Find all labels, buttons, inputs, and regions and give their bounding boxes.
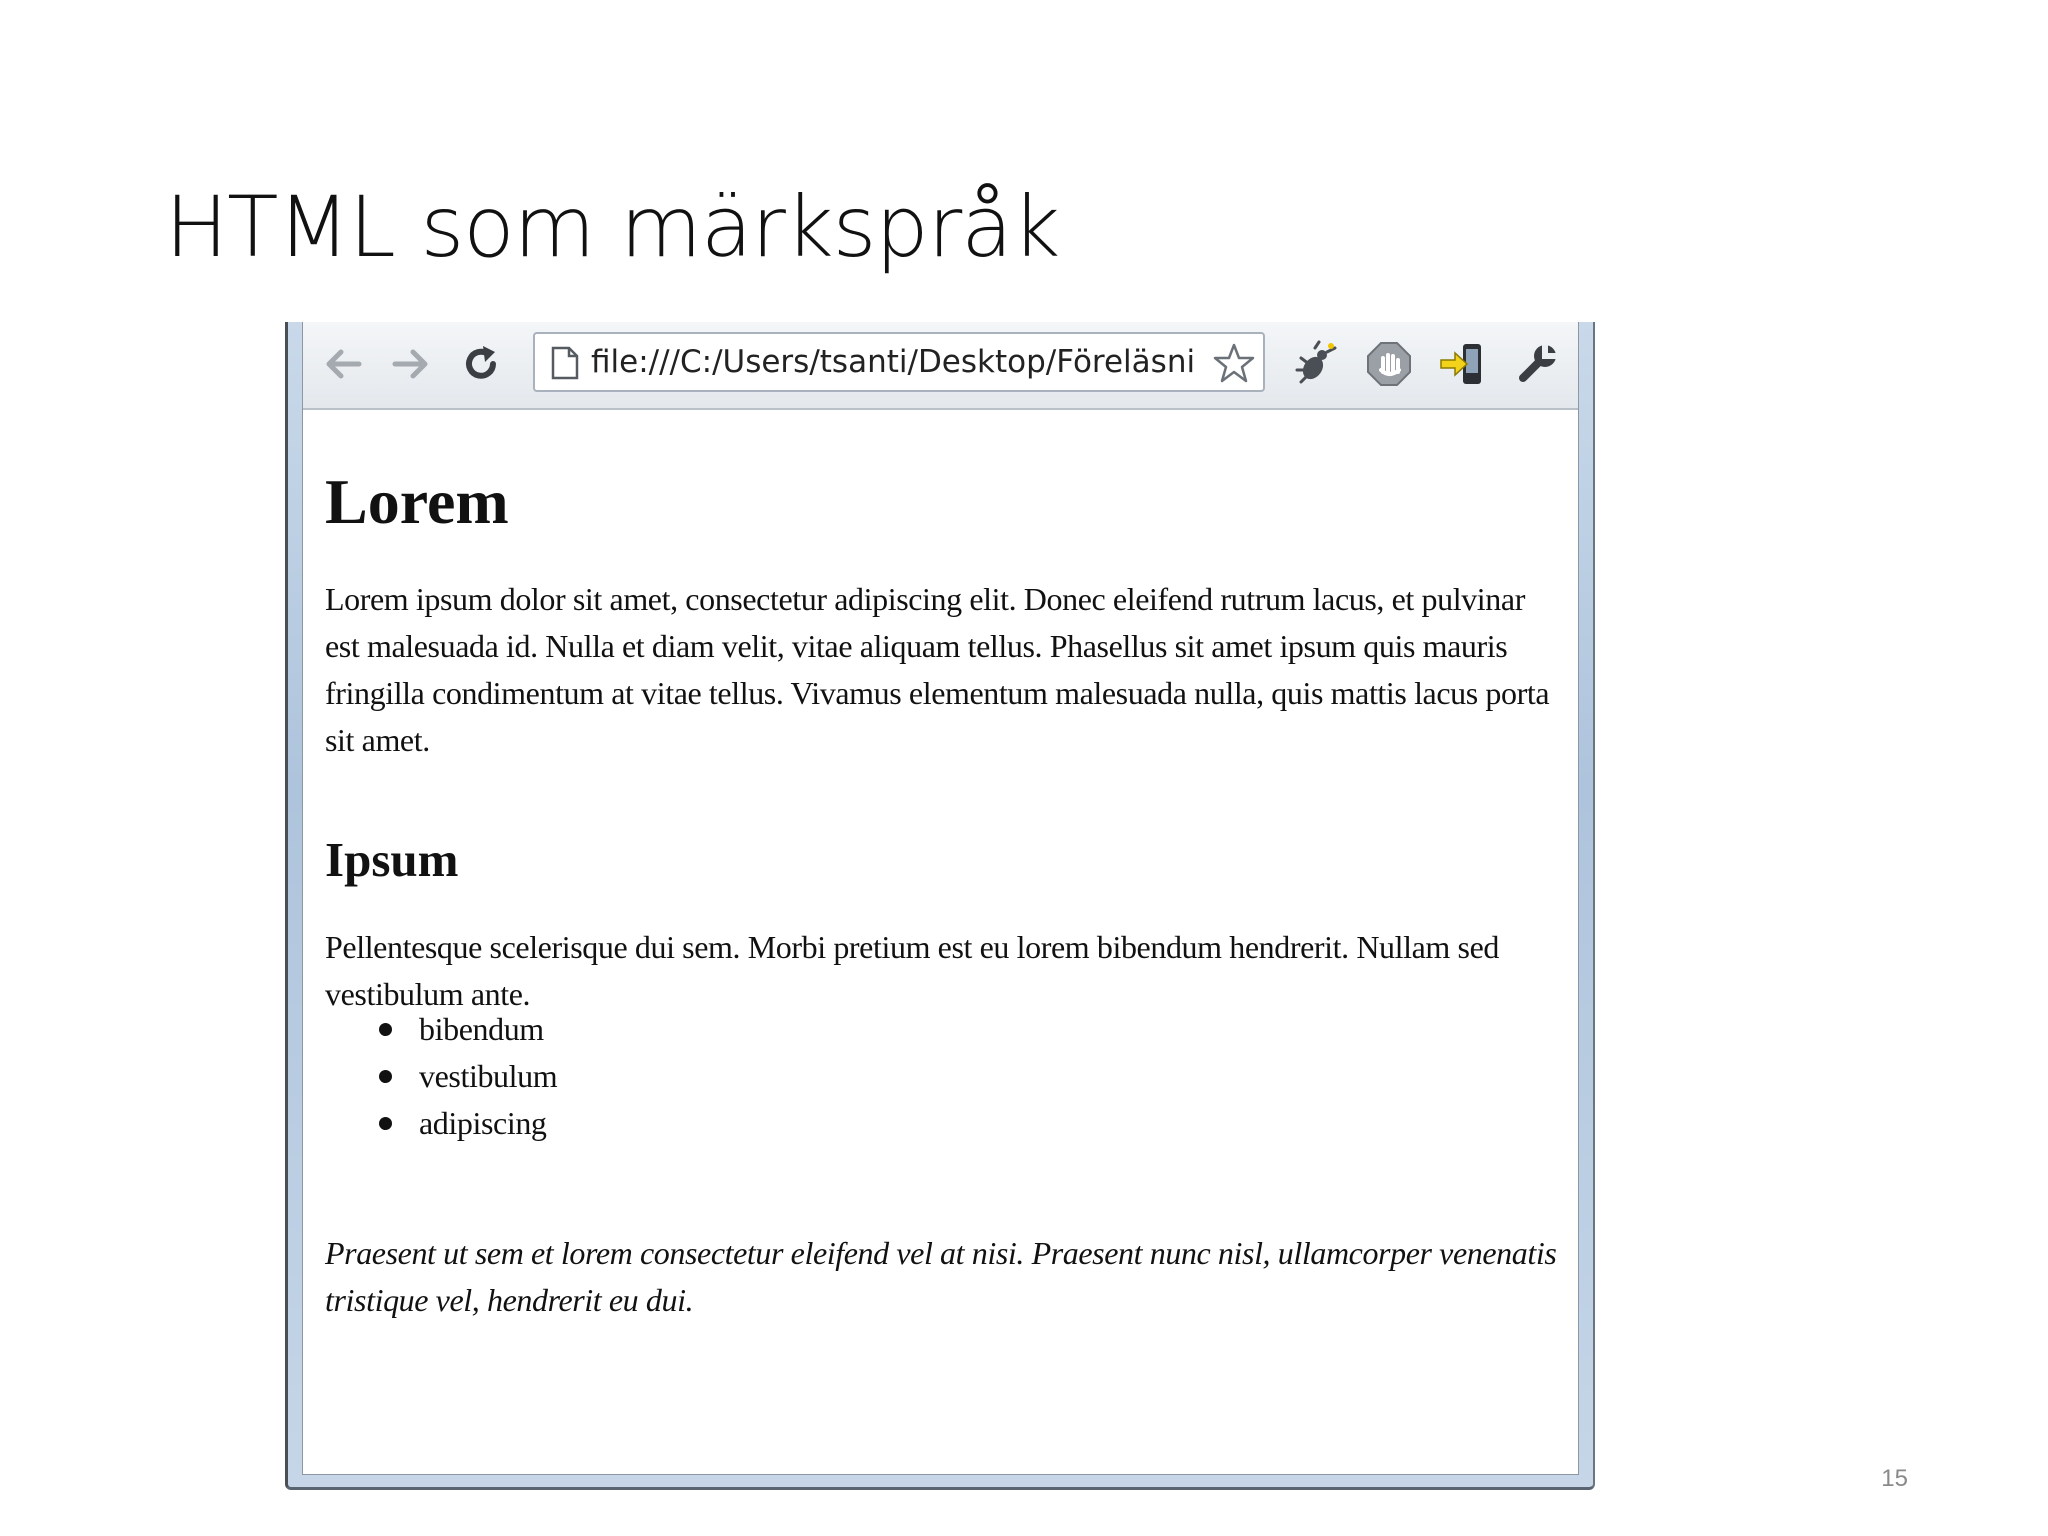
stop-icon	[1365, 340, 1413, 388]
browser-toolbar	[303, 322, 1578, 410]
bullet-list	[325, 1006, 557, 1147]
list-item-text: vestibulum	[419, 1058, 558, 1094]
address-bar[interactable]	[533, 332, 1265, 392]
bullet-dot	[379, 1117, 392, 1130]
reload-button[interactable]	[457, 340, 505, 388]
back-arrow-icon	[323, 346, 363, 382]
stop-extension-button[interactable]	[1365, 340, 1413, 388]
bug-extension-button[interactable]	[1291, 340, 1339, 388]
list-item-text: adipiscing	[419, 1105, 547, 1141]
menu-button[interactable]	[1513, 340, 1561, 388]
list-item-text: bibendum	[419, 1011, 544, 1047]
bullet-dot	[379, 1023, 392, 1036]
page-icon	[551, 346, 579, 380]
bullet-dot	[379, 1070, 392, 1083]
forward-arrow-icon	[391, 346, 431, 382]
paragraph-3-italic: Praesent ut sem et lorem consectetur eleifend vel at nisi. Praesent nunc nisl, ullamcorper venenatis tristique vel, hendrerit eu dui.	[325, 1235, 1557, 1318]
slide-number: 15	[1881, 1465, 1908, 1492]
page-content	[303, 410, 1578, 1474]
reload-icon	[461, 344, 501, 384]
list-item	[325, 1053, 557, 1100]
paragraph-2: Pellentesque scelerisque dui sem. Morbi pretium est eu lorem bibendum hendrerit. Nullam sed vestibulum ante.	[325, 929, 1499, 1012]
slide-title: HTML som märkspråk	[165, 178, 1060, 276]
list-item	[325, 1100, 557, 1147]
browser-window	[285, 322, 1595, 1490]
page-heading-ipsum: Ipsum	[325, 832, 459, 887]
bug-icon	[1291, 340, 1339, 388]
wrench-icon	[1515, 342, 1559, 386]
star-icon[interactable]	[1213, 342, 1255, 384]
list-item	[325, 1006, 557, 1053]
address-url: file:///C:/Users/tsanti/Desktop/Föreläsni	[591, 344, 1196, 380]
page-heading-lorem: Lorem	[325, 466, 509, 537]
phone-send-icon	[1439, 340, 1487, 388]
send-to-phone-button[interactable]	[1439, 340, 1487, 388]
browser-viewport-frame	[302, 322, 1579, 1475]
paragraph-1: Lorem ipsum dolor sit amet, consectetur adipiscing elit. Donec eleifend rutrum lacus, et pulvinar est malesuada id. Nulla et diam velit, vitae aliquam tellus. Phasellus sit amet ipsum quis mauris fringilla condimentum at vitae tellus. Vivamus elementum malesuada nulla, quis mattis lacus porta sit amet.	[325, 581, 1550, 758]
forward-button[interactable]	[387, 340, 435, 388]
back-button[interactable]	[319, 340, 367, 388]
